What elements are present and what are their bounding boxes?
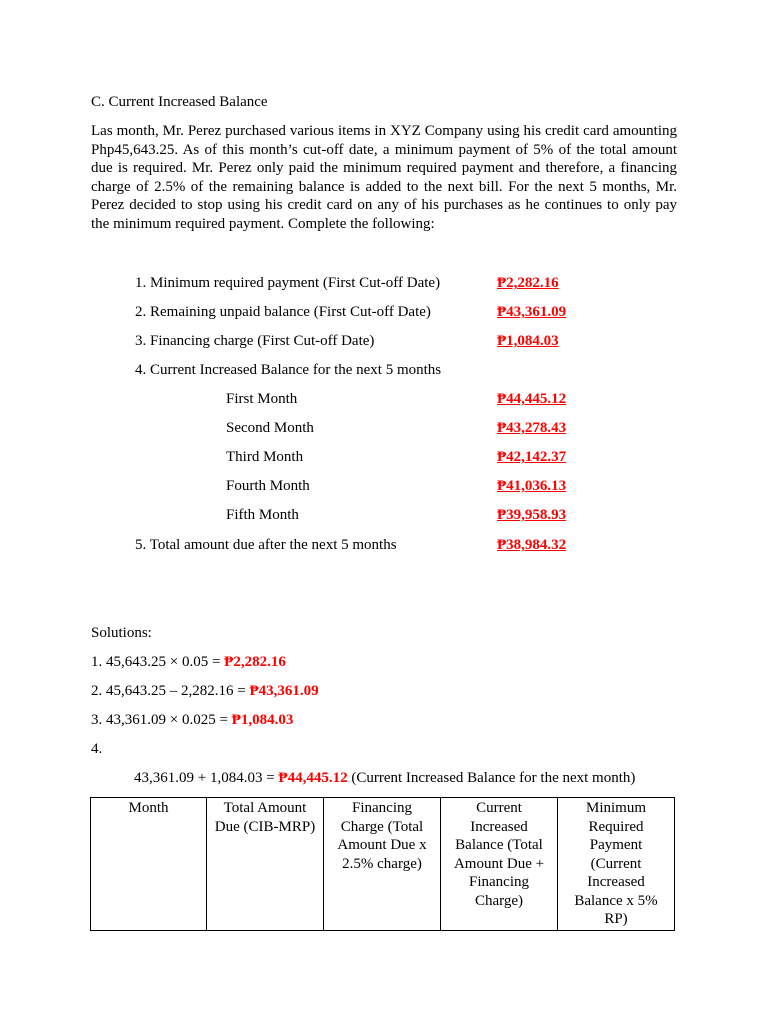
month-label: Fourth Month	[226, 478, 310, 494]
month-item	[0, 477, 768, 497]
section-heading: C. Current Increased Balance	[91, 94, 268, 110]
column-header-total-amount-due: Total Amount Due (CIB-MRP)	[207, 798, 324, 931]
answer-value: ₱42,142.37	[497, 449, 567, 465]
solution-expression: 43,361.09 + 1,084.03 =	[134, 770, 279, 786]
solution-result: ₱1,084.03	[231, 712, 294, 728]
answer-value: ₱43,361.09	[497, 304, 567, 320]
table-header-row	[91, 798, 675, 931]
month-label: Second Month	[226, 420, 314, 436]
column-header-month: Month	[91, 798, 207, 931]
solution-line	[91, 740, 102, 759]
question-item	[0, 536, 768, 556]
answer-value: ₱2,282.16	[497, 275, 559, 291]
answer-value: ₱39,958.93	[497, 507, 567, 523]
solution-result: ₱44,445.12	[278, 770, 348, 786]
answer-value: ₱44,445.12	[497, 391, 567, 407]
solution-expression: 1. 45,643.25 × 0.05 =	[91, 654, 225, 670]
question-item	[0, 332, 768, 352]
column-header-current-increased-balance: Current Increased Balance (Total Amount Due + Financing Charge)	[441, 798, 558, 931]
column-header-financing-charge: Financing Charge (Total Amount Due x 2.5% charge)	[324, 798, 441, 931]
month-item	[0, 448, 768, 468]
solution-note: (Current Increased Balance for the next month)	[347, 770, 636, 786]
question-item	[0, 303, 768, 323]
question-item	[0, 361, 768, 381]
month-item	[0, 390, 768, 410]
month-item	[0, 419, 768, 439]
solution-line	[91, 711, 293, 730]
balance-table	[90, 797, 675, 931]
solutions-heading: Solutions:	[91, 625, 152, 641]
question-item	[0, 274, 768, 294]
question-label: 2. Remaining unpaid balance (First Cut-off Date)	[135, 304, 431, 320]
column-header-minimum-required-payment: Minimum Required Payment (Current Increased Balance x 5% RP)	[558, 798, 675, 931]
month-item	[0, 506, 768, 526]
question-label: 5. Total amount due after the next 5 months	[135, 537, 397, 553]
solution-line	[134, 769, 635, 788]
month-label: Fifth Month	[226, 507, 299, 523]
solution-result: ₱2,282.16	[224, 654, 286, 670]
answer-value: ₱1,084.03	[497, 333, 559, 349]
solution-line	[91, 653, 286, 672]
solution-expression: 3. 43,361.09 × 0.025 =	[91, 712, 232, 728]
question-label: 1. Minimum required payment (First Cut-off Date)	[135, 275, 441, 291]
answer-value: ₱38,984.32	[497, 537, 567, 553]
answer-value: ₱43,278.43	[497, 420, 567, 436]
question-label: 4. Current Increased Balance for the next 5 months	[135, 362, 442, 378]
month-label: First Month	[226, 391, 298, 407]
solution-result: ₱43,361.09	[249, 683, 319, 699]
month-label: Third Month	[226, 449, 304, 465]
problem-statement: Las month, Mr. Perez purchased various items in XYZ Company using his credit card amounting Php45,643.25. As of this month’s cut-off date, a minimum payment of 5% of the total amount due is required. Mr. Perez only paid the minimum required payment and therefore, a financing charge of 2.5% of the remaining balance is added to the next bill. For the next 5 months, Mr. Perez decided to stop using his credit card on any of his purchases as he continues to only pay the minimum required payment. Complete the following:	[91, 123, 677, 232]
answer-value: ₱41,036.13	[497, 478, 567, 494]
solution-expression: 4.	[91, 741, 103, 757]
question-label: 3. Financing charge (First Cut-off Date)	[135, 333, 375, 349]
solution-line	[91, 682, 319, 701]
solution-expression: 2. 45,643.25 – 2,282.16 =	[91, 683, 250, 699]
